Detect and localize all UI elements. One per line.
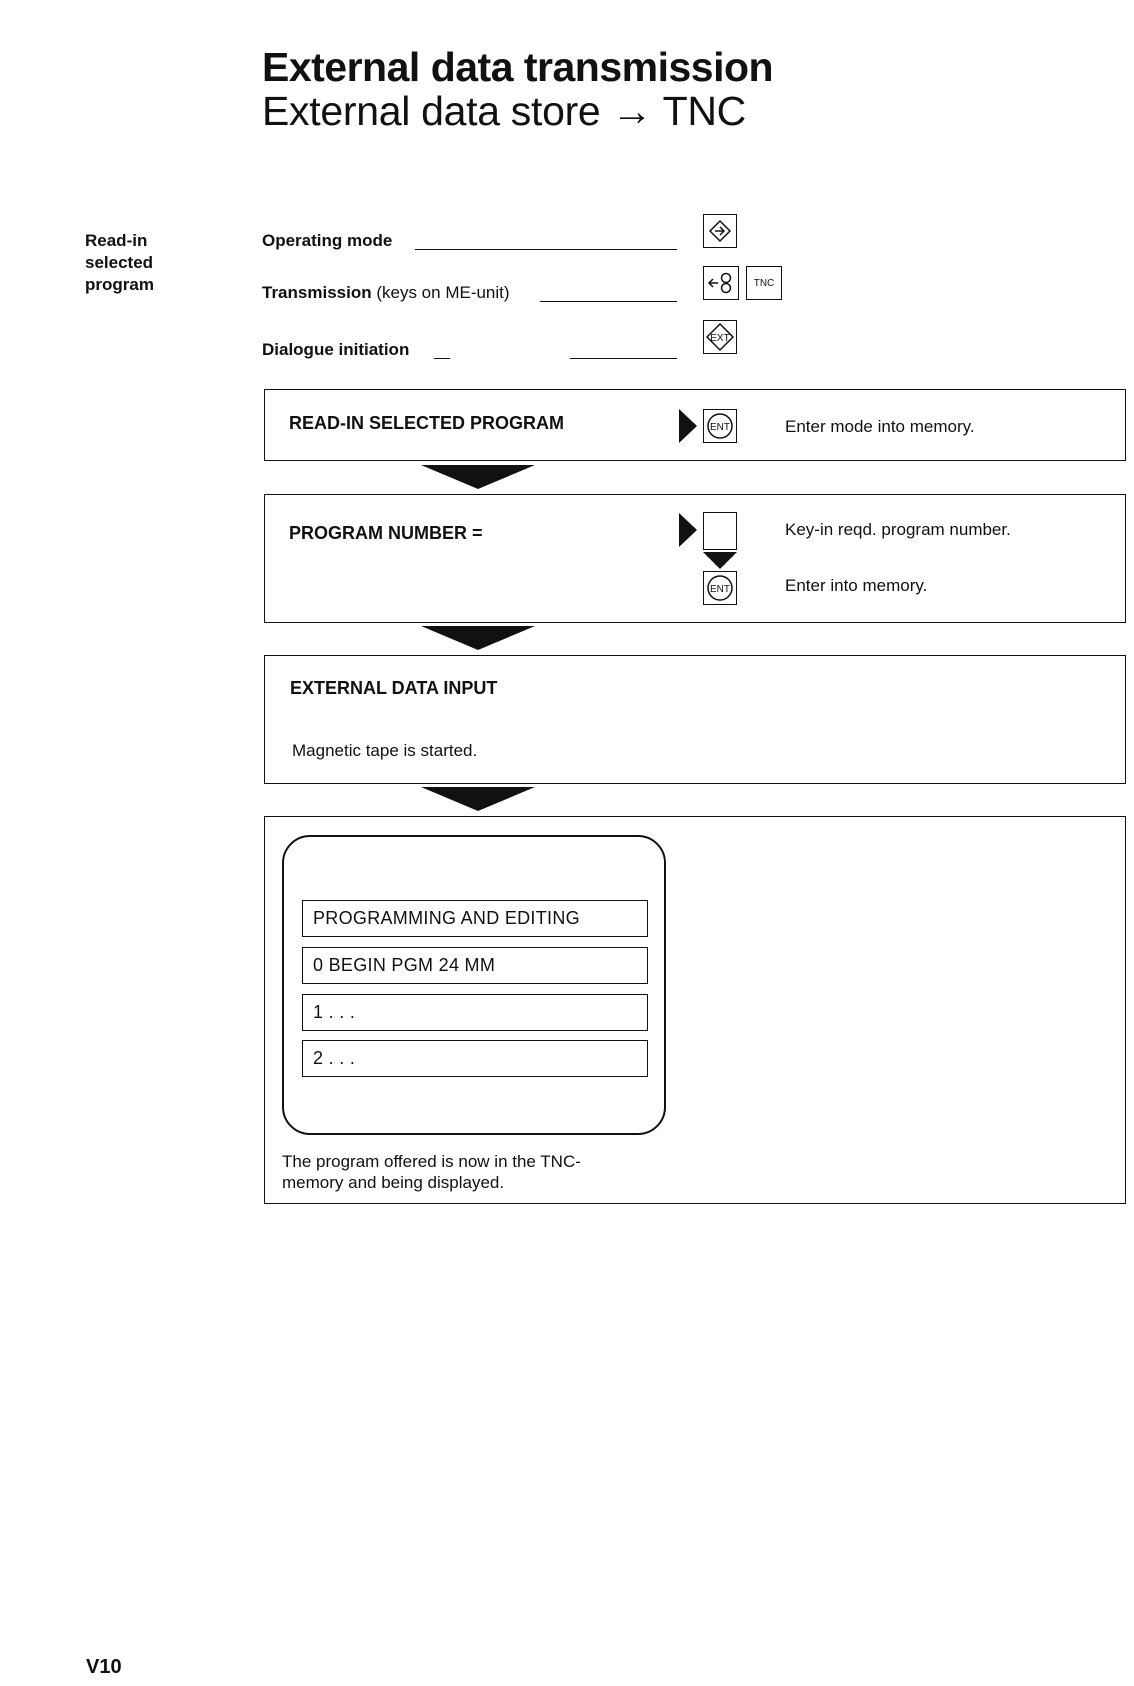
page-number: V10 (86, 1656, 122, 1678)
arrow-down-icon (703, 552, 737, 569)
transmission-label (262, 283, 510, 303)
leader-line (415, 249, 677, 250)
sidebar-label-line: Read-in (85, 231, 148, 250)
ent-key-label: ENT (710, 584, 730, 595)
dialogue-initiation-label: Dialogue initiation (262, 340, 410, 359)
box-title: PROGRAM NUMBER = (289, 523, 483, 543)
sidebar-label (85, 230, 154, 296)
arrow-right-icon (679, 513, 697, 547)
read-in-selected-program-box (264, 389, 1126, 461)
flow-arrow-down (421, 465, 535, 489)
external-data-input-box (264, 655, 1126, 784)
box-description: Enter into memory. (785, 576, 928, 595)
screen-line: PROGRAMMING AND EDITING (302, 900, 648, 937)
screen-line: 0 BEGIN PGM 24 MM (302, 947, 648, 984)
box-title: EXTERNAL DATA INPUT (290, 678, 498, 698)
page-title: External data transmission (262, 44, 774, 90)
sidebar-label-line: program (85, 275, 154, 294)
flow-arrow-down (421, 787, 535, 811)
ent-key-label: ENT (710, 422, 730, 433)
leader-line (570, 358, 677, 359)
read-in-key[interactable] (703, 266, 739, 300)
tnc-screen (282, 835, 666, 1135)
box-title: READ-IN SELECTED PROGRAM (289, 413, 565, 433)
ext-diamond-icon (705, 322, 735, 352)
screen-display-box (264, 816, 1126, 1204)
leader-line (434, 358, 450, 359)
ext-key-label: EXT (710, 333, 730, 344)
screen-caption (282, 1151, 581, 1193)
ent-circle-icon (706, 574, 734, 602)
transmission-label-bold: Transmission (262, 283, 372, 302)
screen-caption-line: The program offered is now in the TNC- (282, 1152, 581, 1171)
ent-key[interactable] (703, 571, 737, 605)
diamond-arrow-icon (708, 219, 732, 243)
box-description: Magnetic tape is started. (292, 741, 478, 760)
ent-key[interactable] (703, 409, 737, 443)
ext-key[interactable] (703, 320, 737, 354)
operating-mode-label: Operating mode (262, 231, 393, 250)
number-entry-key[interactable] (703, 512, 737, 550)
program-number-box (264, 494, 1126, 623)
program-run-mode-key[interactable] (703, 214, 737, 248)
flow-arrow-down (421, 626, 535, 650)
sidebar-label-line: selected (85, 253, 154, 272)
ent-circle-icon (706, 412, 734, 440)
leader-line (540, 301, 677, 302)
arrow-cassette-icon (707, 270, 735, 296)
tnc-key[interactable]: TNC (746, 266, 782, 300)
box-description: Enter mode into memory. (785, 417, 975, 436)
box-description: Key-in reqd. program number. (785, 520, 1011, 539)
screen-caption-line: memory and being displayed. (282, 1173, 505, 1192)
arrow-right-icon (679, 409, 697, 443)
screen-line: 2 . . . (302, 1040, 648, 1077)
transmission-label-note: (keys on ME-unit) (376, 283, 510, 302)
page-subtitle: External data store → TNC (262, 88, 746, 134)
screen-line: 1 . . . (302, 994, 648, 1031)
